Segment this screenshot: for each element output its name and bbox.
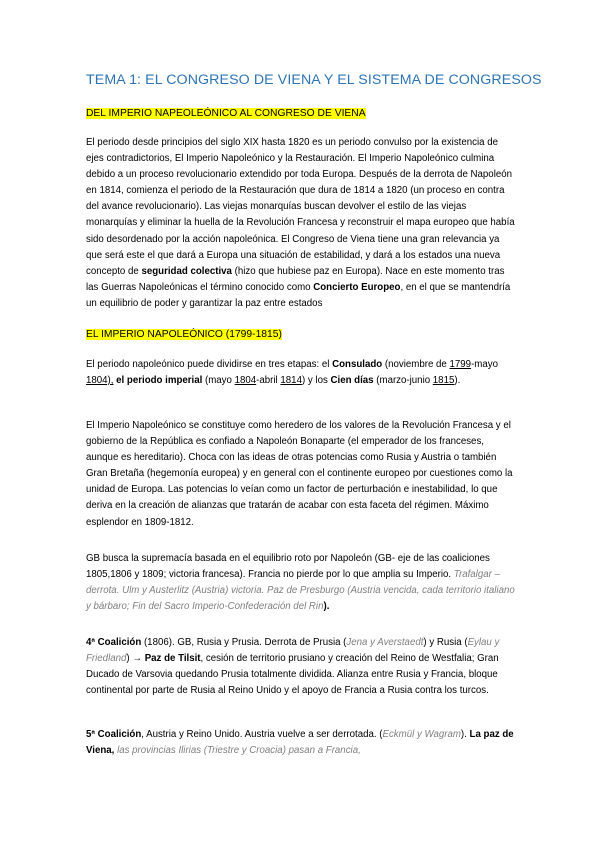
paragraph-gb-supremacia	[86, 551, 516, 615]
text-run: -abril	[256, 375, 281, 387]
section-heading-text: DEL IMPERIO NAPEOLEÓNICO AL CONGRESO DE VIENA	[86, 108, 366, 119]
paragraph-intro	[86, 135, 516, 312]
year-link: 1799	[449, 359, 472, 370]
arrow-right-icon: →	[132, 653, 142, 665]
bold-term-cien-dias: Cien días	[330, 375, 374, 387]
text-run: , en el que se mantendría un equilibrio de poder y garantizar la paz entre estados	[86, 281, 511, 309]
gray-italic-note: Trafalgar – derrota. Ulm y Austerlitz (Austria) victoria. Paz de Presburgo (Austria vencida, cada territorio italiano y bárbaro; Fin del Sacro Imperio-Confederación del Rin	[86, 569, 515, 613]
text-run: ).	[454, 375, 461, 387]
bold-term-consulado: Consulado	[332, 359, 383, 370]
text-run: El periodo desde principios del siglo XIX hasta 1820 es un periodo convulso por la existencia de ejes contradictorios, El Imperio Napoleónico y la Restauración. El Imperio Napoleónico culmina debido a un proceso revolucionario extendido por toda Europa. Después de la derrota de Napoleón en 1814, comienza el periodo de la Restauración que dura de 1814 a 1820 (un proceso en contra del avance revolucionario). Las viejas monarquías buscan devolver el estilo de las viejas monarquías y eliminar la huella de la Revolución Francesa y reconstruir el mapa europeo que había sido desordenado por la acción napoleónica. El Congreso de Viena tiene una gran relevancia ya que será este el que dará a Europa una situación de estabilidad, y dará a los estados una nueva concepto de	[86, 137, 515, 277]
bold-term-concierto-europeo: Concierto Europeo	[313, 281, 401, 293]
paragraph-cuarta-coalicion	[86, 635, 516, 699]
text-run: -mayo	[471, 359, 498, 370]
year-link: 1804),	[86, 375, 114, 387]
gray-italic-note: Eckmül y Wagram	[382, 729, 461, 740]
section-heading-text: EL IMPERIO NAPOLEÓNICO (1799-1815)	[86, 329, 282, 340]
year-link: 1804	[234, 375, 257, 387]
section-heading-imperio	[86, 329, 282, 340]
bold-term-paz-viena: La paz de Viena,	[86, 729, 514, 757]
text-run: (mayo	[202, 375, 235, 387]
paragraph-heredero	[86, 418, 516, 531]
paragraph-quinta-coalicion	[86, 727, 516, 759]
text-run: El periodo napoleónico puede dividirse en tres etapas: el	[86, 359, 333, 370]
text-run: (marzo-junio	[373, 375, 433, 387]
text-run: ).	[323, 601, 330, 613]
year-link: 1814	[280, 375, 302, 387]
document-title: TEMA 1: EL CONGRESO DE VIENA Y EL SISTEMA DE CONGRESOS	[86, 72, 542, 88]
text-run: GB busca la supremacía basada en el equilibrio roto por Napoleón (GB- eje de las coaliciones 1805,1806 y 1809; victoria francesa). Francia no pierde por lo que amplia su Imperio.	[86, 553, 490, 581]
gray-italic-note: Eylau y Friedland	[86, 637, 500, 665]
text-run: , cesión de territorio prusiano y creación del Reino de Westfalia; Gran Ducado de Varsovia quedando Prusia totalmente dividida. Alianza entre Rusia y Francia, bloque continental por parte de Rusia al Reino Unido y el apoyo de Francia a Rusia contra los turcos.	[86, 653, 499, 697]
gray-italic-note: Jena y Averstaedt	[346, 637, 424, 648]
text-run: ) y los	[301, 375, 331, 387]
bold-term-periodo-imperial: el periodo imperial	[113, 375, 203, 387]
text-run: )	[126, 653, 133, 665]
year-link: 1815	[432, 375, 455, 387]
text-run: (noviembre de	[382, 359, 450, 370]
text-run: (hizo que hubiese paz en Europa). Nace en este momento tras las Guerras Napoleónicas el término conocido como	[86, 265, 505, 293]
bold-term-paz-tilsit: Paz de Tilsit	[142, 653, 201, 665]
text-run: (1806). GB, Rusia y Prusia. Derrota de Prusia (	[141, 637, 347, 648]
text-run: ) y Rusia (	[423, 637, 468, 648]
bold-term-seguridad-colectiva: seguridad colectiva	[141, 265, 232, 277]
section-heading-congreso	[86, 108, 366, 119]
text-run: ).	[460, 729, 470, 740]
paragraph-etapas	[86, 357, 516, 389]
text-run: , Austria y Reino Unido. Austria vuelve a ser derrotada. (	[141, 729, 383, 740]
bold-term-5-coalicion: 5ª Coalición	[86, 729, 142, 740]
text-run: El Imperio Napoleónico se constituye como heredero de los valores de la Revolución Francesa y el gobierno de la República es confiado a Napoleón Bonaparte (el emperador de los franceses, aunque es hereditario). Choca con las ideas de otras potencias como Rusia y Austria o también Gran Bretaña (hegemonía europea) y en general con el continente europeo por cuestiones como la unidad de Europa. Las potencias lo veían como un factor de perturbación e inestabilidad, lo que deriva en la creación de alianzas que tratarán de acabar con esta faceta del régimen. Máximo esplendor en 1809-1812.	[86, 420, 513, 528]
bold-term-4-coalicion: 4ª Coalición	[86, 637, 142, 648]
gray-italic-note: las provincias Ilirias (Triestre y Croacia) pasan a Francia,	[114, 745, 361, 757]
